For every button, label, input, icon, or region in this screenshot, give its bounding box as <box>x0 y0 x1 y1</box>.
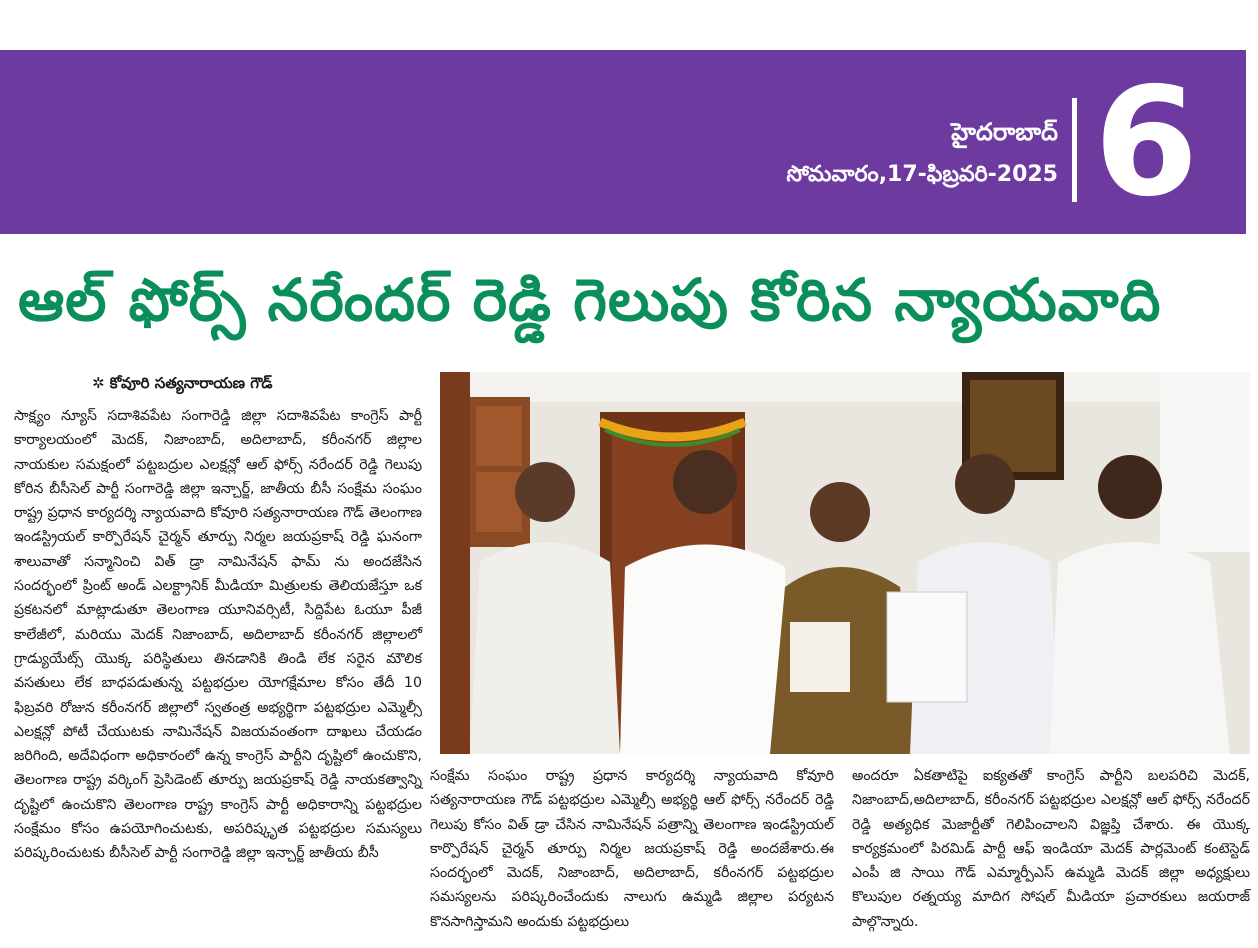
page-number: 6 <box>1094 56 1199 230</box>
group-photo <box>440 372 1250 754</box>
masthead-divider <box>1072 98 1077 202</box>
article-column-2: సంక్షేమ సంఘం రాష్ట్ర ప్రధాన కార్యదర్శి న్యాయవాది కోవూరి సత్యనారాయణ గౌడ్ పట్టభద్రుల ఎమ్మెల్సీ అభ్యర్థి ఆల్ ఫోర్స్ నరేందర్ రెడ్డి గెలుపు కోసం విత్ డ్రా చేసిన నామినేషన్ పత్రాన్ని తెలంగాణ ఇండస్ట్రియల్ కార్పొరేషన్ చైర్మన్ తూర్పు నిర్మల జయప్రకాష్ రెడ్డి అందజేశారు.ఈ సందర్భంలో మెదక్, నిజాంబాద్, అదిలాబాద్, కరీంనగర్ పట్టభద్రుల సమస్యలను పరిష్కరించేందుకు నాలుగు ఉమ్మడి జిల్లాల పర్యటన కొనసాగిస్తామని అందుకు పట్టభద్రులు <box>430 768 834 930</box>
masthead-band <box>0 50 1246 234</box>
article-column-3: అందరూ ఏకతాటిపై ఐక్యతతో కాంగ్రెస్ పార్టీని బలపరిచి మెదక్, నిజాంబాద్,అదిలాబాద్, కరీంనగర్ పట్టభద్రుల ఎలక్షన్లో ఆల్ ఫోర్స్ నరేందర్ రెడ్డి అత్యధిక మెజార్టీతో గెలిపించాలని విజ్ఞప్తి చేశారు. ఈ యొక్క కార్యక్రమంలో పిరమిడ్ పార్టీ ఆఫ్ ఇండియా మెదక్ పార్లమెంట్ కంటెస్టెడ్ ఎంపీ జి సాయి గౌడ్ ఎమ్మార్పీఎస్ ఉమ్మడి మెదక్ జిల్లా అధ్యక్షులు కొలుపుల రత్నయ్య మాదిగ సోషల్ మీడియా ప్రచారకులు జయరాజ్ పాల్గొన్నారు. <box>852 768 1250 930</box>
article-headline: ఆల్ ఫోర్స్ నరేందర్ రెడ్డి గెలుపు కోరిన న్యాయవాది <box>18 266 1162 334</box>
article-byline: ✲ కోవూరి సత్యనారాయణ గౌడ్ <box>92 374 273 392</box>
article-column-1: సాక్ష్యం న్యూస్ సదాశివపేట సంగారెడ్డి జిల్లా సదాశివపేట కాంగ్రెస్ పార్టీ కార్యాలయంలో మెదక్, నిజాంబాద్, అదిలాబాద్, కరీంనగర్ జిల్లాల నాయకుల సమక్షంలో పట్టబద్రుల ఎలక్షన్లో ఆల్ ఫోర్స్ నరేందర్ రెడ్డి గెలుపు కోరిన బీసీసెల్ పార్టీ సంగారెడ్డి జిల్లా ఇన్చార్జ్, జాతీయ బీసీ సంక్షేమ సంఘం రాష్ట్ర ప్రధాన కార్యదర్శి న్యాయవాది కోవూరి సత్యనారాయణ గౌడ్ తెలంగాణ ఇండస్ట్రియల్ కార్పొరేషన్ చైర్మన్ తూర్పు నిర్మల జయప్రకాష్ రెడ్డి ఘనంగా శాలువాతో సన్మానించి విత్ డ్రా నామినేషన్ ఫామ్ ను అందజేసిన సందర్భంలో ప్రింట్ అండ్ ఎలక్ట్రానిక్ మీడియా మిత్రులకు తెలియజేస్తూ ఒక ప్రకటనలో మాట్లాడుతూ తెలంగాణ యూనివర్సిటీ, సిద్దిపేట ఓయూ పీజీ కాలేజీలో, మరియు మెదక్ నిజాంబాద్, అదిలాబాద్ కరీంనగర్ జిల్లాలలో గ్రాడ్యుయేట్స్ యొక్క పరిస్థితులు తినడానికి తిండి లేక సరైన మౌలిక వసతులు లేక బాధపడుతున్న పట్టభద్రుల యోగక్షేమాల కోసం తేదీ 10 ఫిబ్రవరి రోజున కరీంనగర్ జిల్లాలో స్వతంత్ర అభ్యర్థిగా పట్టభద్రుల ఎమ్మెల్సీ ఎలక్షన్లో పోటీ చేయుటకు నామినేషన్ విజయవంతంగా దాఖలు చేయడం జరిగింది, అదేవిధంగా అధికారంలో ఉన్న కాంగ్రెస్ పార్టీని దృష్టిలో ఉంచుకొని, తెలంగాణ రాష్ట్ర వర్కింగ్ ప్రెసిడెంట్ తూర్పు జయప్రకాష్ రెడ్డి నాయకత్వాన్ని దృష్టిలో ఉంచుకొని తెలంగాణ రాష్ట్ర కాంగ్రెస్ పార్టీ అధికారాన్ని పట్టభద్రుల సంక్షేమం కోసం ఉపయోగించుటకు, అపరిష్కృత పట్టభద్రుల సమస్యలు పరిష్కరించుటకు బీసీసెల్ పార్టీ సంగారెడ్డి జిల్లా ఇన్చార్జ్ జాతీయ బీసీ <box>14 408 422 862</box>
masthead-date: సోమవారం,17-ఫిబ్రవరి-2025 <box>786 162 1058 187</box>
masthead-city: హైదరాబాద్ <box>951 118 1058 146</box>
news-photo <box>440 372 1250 754</box>
